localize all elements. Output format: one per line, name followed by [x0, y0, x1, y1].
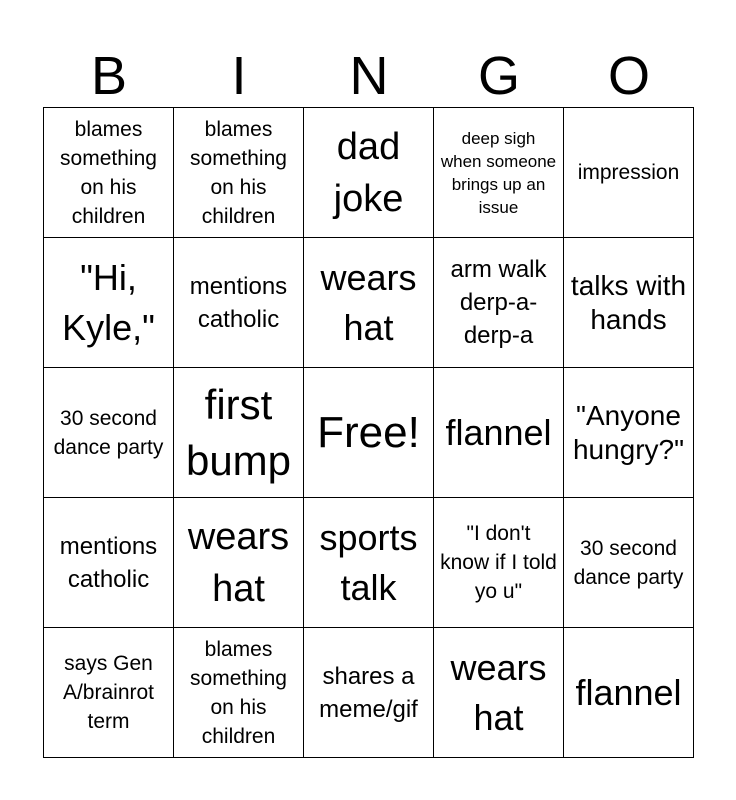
cell-text: "Hi, Kyle,": [62, 256, 155, 348]
bingo-cell[interactable]: [304, 628, 434, 758]
header-letter-n: N: [349, 46, 389, 106]
cell-text: blames something on his children: [190, 637, 287, 748]
bingo-cell[interactable]: [44, 498, 174, 628]
bingo-cell[interactable]: [564, 108, 694, 238]
bingo-cell[interactable]: [564, 628, 694, 758]
bingo-cell[interactable]: [304, 368, 434, 498]
cell-text: mentions catholic: [59, 532, 158, 593]
cell-text: flannel: [575, 671, 682, 713]
cell-text: dad joke: [333, 125, 404, 220]
header-letter-b: B: [90, 46, 128, 106]
header-letter-i: I: [231, 46, 247, 106]
cell-text: shares a meme/gif: [319, 662, 418, 723]
cell-text: arm walk derp-a-derp-a: [450, 256, 547, 349]
cell-text: blames something on his children: [60, 117, 157, 228]
header-letter-g: G: [477, 46, 520, 106]
cell-text: says Gen A/brainrot term: [62, 652, 155, 733]
cell-text: impression: [577, 161, 680, 184]
cell-text: blames something on his children: [190, 117, 287, 228]
cell-text: sports talk: [319, 516, 418, 608]
bingo-cell[interactable]: [304, 238, 434, 368]
bingo-cell[interactable]: [564, 238, 694, 368]
cell-text: wears hat: [187, 515, 290, 610]
bingo-cell[interactable]: [434, 108, 564, 238]
bingo-cell[interactable]: [304, 498, 434, 628]
cell-text: Free!: [317, 407, 420, 457]
bingo-cell[interactable]: [174, 238, 304, 368]
cell-text: 30 second dance party: [573, 536, 684, 589]
bingo-cell[interactable]: [304, 108, 434, 238]
cell-text: deep sigh when someone brings up an issue: [440, 128, 557, 217]
bingo-cell[interactable]: [564, 498, 694, 628]
cell-text: mentions catholic: [189, 272, 288, 333]
bingo-cell[interactable]: [44, 108, 174, 238]
cell-text: wears hat: [320, 256, 417, 348]
cell-text: first bump: [185, 380, 292, 484]
cell-text: talks with hands: [570, 269, 687, 335]
cell-text: "Anyone hungry?": [572, 399, 685, 465]
cell-text: "I don't know if I told yo u": [440, 522, 557, 603]
cell-text: 30 second dance party: [53, 406, 164, 459]
bingo-cell[interactable]: [44, 628, 174, 758]
bingo-grid: [43, 107, 694, 758]
cell-text: flannel: [445, 411, 552, 453]
bingo-cell[interactable]: [174, 628, 304, 758]
bingo-cell[interactable]: [434, 238, 564, 368]
cell-text: wears hat: [450, 646, 547, 738]
bingo-header: [44, 44, 694, 108]
header-letter-o: O: [607, 46, 650, 106]
bingo-cell[interactable]: [174, 368, 304, 498]
bingo-cell[interactable]: [434, 498, 564, 628]
bingo-cell[interactable]: [44, 238, 174, 368]
bingo-cell[interactable]: [174, 108, 304, 238]
bingo-cell[interactable]: [434, 368, 564, 498]
bingo-cell[interactable]: [564, 368, 694, 498]
bingo-cell[interactable]: [44, 368, 174, 498]
bingo-cell[interactable]: [434, 628, 564, 758]
bingo-cell[interactable]: [174, 498, 304, 628]
